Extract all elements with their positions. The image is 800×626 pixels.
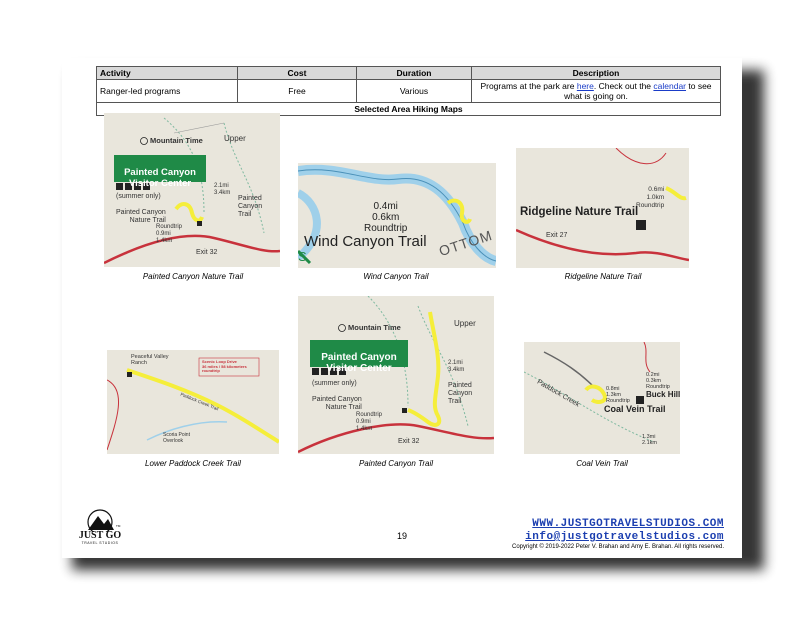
map5-roundtrip-label: Roundtrip 0.9mi 1.4km <box>356 412 383 432</box>
cell-description <box>472 80 721 103</box>
map4-loop-label: Scenic Loop Drive 36 miles / 58 kilometers roundtrip <box>202 359 247 373</box>
map-painted-canyon-trail <box>298 296 494 454</box>
map5-dist-label: 2.1mi 3.4km <box>448 360 465 373</box>
document-page <box>62 58 742 558</box>
desc-text-post: to see what is going on. <box>564 81 712 101</box>
map6-d3-label: 1.3mi 2.1km <box>642 434 657 446</box>
header-cost: Cost <box>238 67 357 80</box>
map-lower-paddock-creek-trail <box>107 350 279 454</box>
map6-caption: Coal Vein Trail <box>576 459 628 468</box>
table-header-row <box>97 67 721 80</box>
map-painted-canyon-nature-trail <box>104 113 280 267</box>
website-link[interactable]: WWW.JUSTGOTRAVELSTUDIOS.COM <box>532 518 724 530</box>
map6-name-label: Coal Vein Trail <box>604 404 666 414</box>
map5-upper-label: Upper <box>454 319 476 328</box>
map5-summer-label: (summer only) <box>312 380 357 387</box>
cell-activity: Ranger-led programs <box>97 80 238 103</box>
map5-pc-trail-label: Painted Canyon Trail <box>448 382 473 405</box>
map1-visitor-center-sign <box>114 155 206 189</box>
desc-text-pre: Programs at the park are <box>480 81 577 91</box>
map6-creek-label: Paddock Creek <box>535 378 581 409</box>
map1-visitor-center-label: Painted Canyon Visitor Center <box>124 167 196 189</box>
header-duration: Duration <box>357 67 472 80</box>
map2-name-label: Wind Canyon Trail <box>304 233 427 250</box>
map1-trail-label: Painted Canyon Nature Trail <box>116 209 166 224</box>
map6-buck-label: Buck Hill <box>646 390 680 399</box>
map6-d1-label: 0.8mi 1.3km Roundtrip <box>606 386 630 404</box>
map-coal-vein-trail <box>524 342 680 454</box>
activities-table <box>96 66 721 116</box>
map5-time-label: Mountain Time <box>348 323 401 332</box>
map5-visitor-center-sign <box>310 340 408 374</box>
map2-caption: Wind Canyon Trail <box>363 272 429 281</box>
map3-name-label: Ridgeline Nature Trail <box>520 206 639 218</box>
section-title: Selected Area Hiking Maps <box>97 103 721 116</box>
map4-scoria-label: Scoria Point Overlook <box>163 432 190 444</box>
copyright-text: Copyright © 2019-2022 Peter V. Brahan and Amy E. Brahan. All rights reserved. <box>512 544 724 550</box>
map3-exit-label: Exit 27 <box>546 232 568 239</box>
map1-summer-label: (summer only) <box>116 193 161 200</box>
map2-s-label: S <box>298 249 307 264</box>
just-go-logo <box>74 506 126 546</box>
map-wind-canyon-trail <box>298 163 496 268</box>
map1-dist-label: 2.1mi 3.4km <box>214 183 231 196</box>
logo-tm: TM <box>116 524 121 528</box>
map1-time-label: Mountain Time <box>150 136 203 145</box>
logo-mountain-icon <box>74 506 126 532</box>
here-link[interactable]: here <box>576 81 594 91</box>
map1-roundtrip-label: Roundtrip 0.9mi 1.4km <box>156 224 183 244</box>
email-link[interactable]: info@justgotravelstudios.com <box>525 531 724 543</box>
map5-trail-label: Painted Canyon Nature Trail <box>312 396 362 411</box>
map1-caption: Painted Canyon Nature Trail <box>142 272 244 281</box>
calendar-link[interactable]: calendar <box>653 81 687 91</box>
map2-dist-label: 0.4mi 0.6km Roundtrip <box>364 201 408 234</box>
cell-cost: Free <box>238 80 357 103</box>
map4-caption: Lower Paddock Creek Trail <box>145 459 241 468</box>
page-number: 19 <box>396 531 407 541</box>
map5-exit-label: Exit 32 <box>398 438 420 445</box>
map2-bottom-label: OTTOM <box>436 226 495 260</box>
header-activity: Activity <box>97 67 238 80</box>
map1-exit-label: Exit 32 <box>196 249 218 256</box>
table-row <box>97 80 721 103</box>
map3-dist-label: 0.6mi 1.0km Roundtrip <box>636 186 665 209</box>
map-ridgeline-nature-trail <box>516 148 689 268</box>
header-description: Description <box>472 67 721 80</box>
map4-creek-label: Paddock Creek Trail <box>179 391 220 412</box>
desc-text-mid: . Check out the <box>593 81 654 91</box>
map5-caption: Painted Canyon Trail <box>358 459 434 468</box>
map1-upper-label: Upper <box>224 134 246 143</box>
map4-ranch-label: Peaceful Valley Ranch <box>131 354 169 366</box>
cell-duration: Various <box>357 80 472 103</box>
map1-pc-trail-label: Painted Canyon Trail <box>238 195 263 218</box>
map5-visitor-center-label: Painted Canyon Visitor Center <box>321 352 397 374</box>
map3-caption: Ridgeline Nature Trail <box>564 272 642 281</box>
map6-d2-label: 0.2mi 0.3km Roundtrip <box>646 372 670 390</box>
logo-text: JUST GO <box>78 530 122 541</box>
logo-subtext: TRAVEL STUDIOS <box>81 541 119 545</box>
